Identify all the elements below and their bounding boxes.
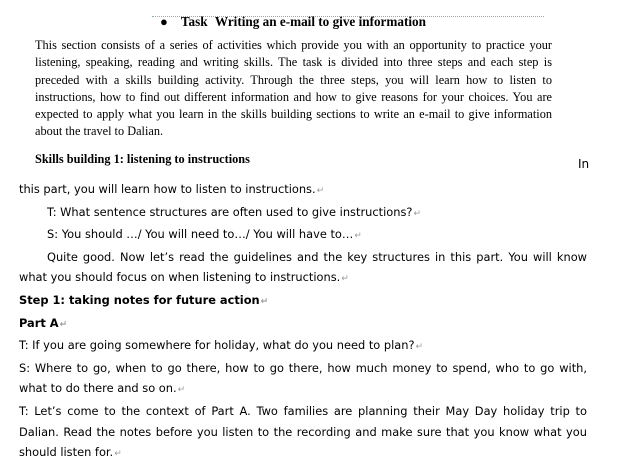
paragraph-mark-icon: ↵ (354, 231, 362, 242)
intro-text: This section consists of a series of activities which provide you with an opportunity to practice your listening, speaking, reading and writing skills. The task is divided into three steps and each step is preceded with a skills building activity. Through the three steps, you will learn how to listen to instructions, how to find out different information and how to give reasons for your choices. You are expected to apply what you learn in the skills building sections to write an e-mail to give information about the travel to Dalian. (35, 38, 552, 139)
body-line-t-plan: T: If you are going somewhere for holiday, what do you need to plan?↵ (19, 338, 424, 353)
paragraph-mark-icon: ↵ (341, 274, 349, 285)
body-paragraph-t-context: T: Let’s come to the context of Part A. Two families are planning their May Day holiday trip to Dalian. Read the notes before you listen to the recording and make sure that you know what you should listen for.↵ (19, 403, 587, 460)
paragraph-mark-icon: ↵ (413, 208, 421, 219)
skills-heading: Skills building 1: listening to instructions (35, 152, 250, 166)
paragraph-mark-icon: ↵ (316, 186, 325, 196)
task-title: Writing an e-mail to give information (214, 14, 426, 29)
body-paragraph-s-plan: S: Where to go, when to go there, how to go there, how much money to spend, who to go with, what to do there and so on.↵ (19, 360, 587, 396)
task-heading (160, 14, 426, 30)
bullet-icon: ● (160, 14, 168, 29)
part-a-heading: Part A↵ (19, 315, 68, 330)
body-line-s-answer: S: You should …/ You will need to…/ You will have to…↵ (47, 227, 362, 242)
body-paragraph-good: Quite good. Now let’s read the guidelines and the key structures in this part. You will know what you should focus on when listening to instructions.↵ (19, 249, 587, 285)
body-line-t-question: T: What sentence structures are often used to give instructions?↵ (47, 204, 421, 219)
task-label: Task (180, 14, 208, 29)
paragraph-mark-icon: ↵ (415, 342, 424, 353)
body-line-intro: this part, you will learn how to listen to instructions.↵ (19, 182, 325, 196)
wrapped-word-in: In (578, 157, 590, 171)
step1-heading: Step 1: taking notes for future action↵ (19, 292, 269, 307)
paragraph-mark-icon: ↵ (260, 296, 269, 307)
paragraph-mark-icon: ↵ (114, 449, 122, 460)
document-body (19, 179, 587, 465)
intro-paragraph (35, 37, 552, 141)
paragraph-mark-icon: ↵ (59, 319, 68, 330)
paragraph-mark-icon: ↵ (177, 385, 186, 396)
